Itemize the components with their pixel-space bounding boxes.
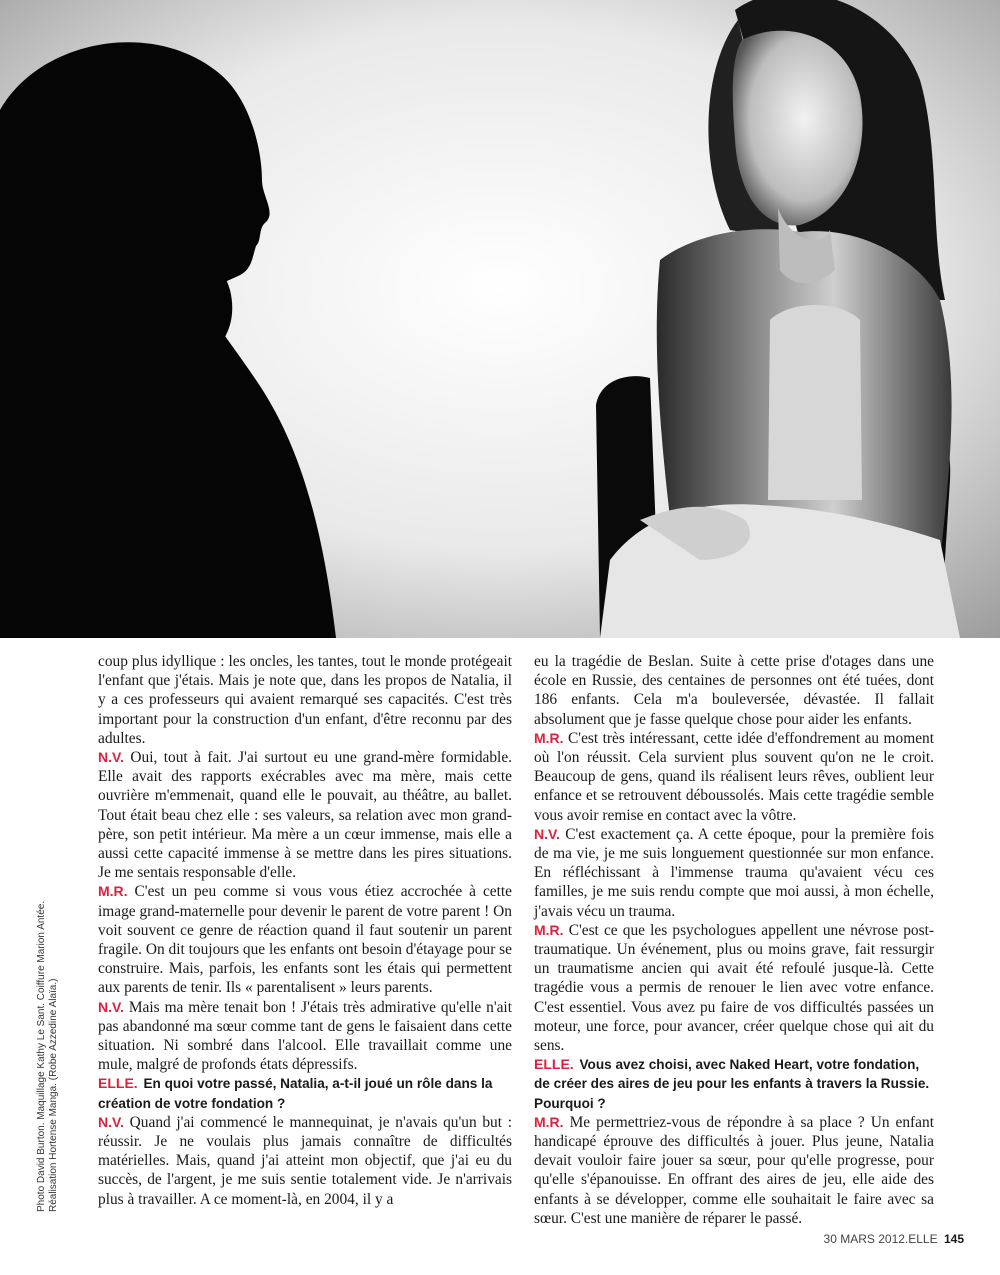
question-text: Vous avez choisi, avec Naked Heart, votre fondation, de créer des aires de jeu pour les enfants à travers la Russie. Pourquoi ? bbox=[534, 1057, 930, 1111]
paragraph-text: C'est un peu comme si vous vous étiez accrochée à cette image grand-maternelle pour devenir le parent de votre parent ! On voit souvent ce genre de réaction quand il faut soutenir un parent fragile. On dit toujours que les enfants ont besoin d'étayage pour se construire. Mais, parfois, les enfants sont les étais qui permettent aux parents de tenir. Ils « parentalisent » leurs parents. bbox=[98, 883, 512, 997]
paragraph bbox=[98, 882, 512, 997]
article-column-right bbox=[534, 652, 934, 1228]
paragraph bbox=[534, 729, 934, 825]
speaker-tag: M.R. bbox=[534, 729, 564, 746]
paragraph bbox=[98, 748, 512, 882]
paragraph-text: Quand j'ai commencé le mannequinat, je n'avais qu'un but : réussir. Je ne voulais plus jamais connaître de difficultés matérielles. Mais, quand j'ai atteint mon objectif, que j'ai eu du succès, de l'argent, je me suis sentie totalement vide. Je n'arrivais plus à travailler. A ce moment-là, en 2004, il y a bbox=[98, 1113, 512, 1208]
credits-line-2: Réalisation Hortense Manga. (Robe Azzedine Alaïa.) bbox=[48, 978, 59, 1212]
speaker-tag: N.V. bbox=[534, 825, 560, 842]
paragraph bbox=[98, 1113, 512, 1209]
paragraph bbox=[534, 652, 934, 729]
paragraph bbox=[534, 825, 934, 921]
paragraph-text: coup plus idyllique : les oncles, les tantes, tout le monde protégeait l'enfant que j'étais. Mais je note que, dans les propos de Natalia, il y a ces professeurs qui avaient remarqué ses capacités. C'est très important pour la construction d'un enfant, d'être reconnu par des adultes. bbox=[98, 653, 512, 747]
paragraph bbox=[98, 652, 512, 748]
paragraph-text: Mais ma mère tenait bon ! J'étais très admirative qu'elle n'ait pas abandonné ma sœur comme tant de gens le faisaient dans cette situation. Ni sombré dans l'alcool. Elle travaillait comme une mule, malgré de profonds états dépressifs. bbox=[98, 998, 512, 1074]
speaker-tag: M.R. bbox=[534, 1113, 564, 1130]
page-number: 145 bbox=[943, 1232, 964, 1246]
speaker-tag: ELLE. bbox=[534, 1056, 574, 1073]
magazine-name: .ELLE bbox=[904, 1232, 938, 1246]
question-text: En quoi votre passé, Natalia, a-t-il joué un rôle dans la création de votre fondation ? bbox=[98, 1076, 493, 1111]
issue-date: 30 MARS 2012 bbox=[823, 1232, 905, 1246]
article-column-left bbox=[98, 652, 512, 1209]
speaker-tag: M.R. bbox=[534, 921, 564, 938]
paragraph-text: Me permettriez-vous de répondre à sa place ? Un enfant handicapé éprouve des difficultés à jouer. Plus jeune, Natalia devait vouloir faire jouer sa sœur, pour qu'elle progresse, pour qu'elle s'épanouisse. En offrant des aires de jeu, elle aide des enfants à se développer, comme elle souhaitait le faire avec sa sœur. C'est une manière de réparer le passé. bbox=[534, 1113, 934, 1227]
page-footer bbox=[824, 1232, 964, 1246]
speaker-tag: M.R. bbox=[98, 883, 128, 900]
speaker-tag: N.V. bbox=[98, 749, 124, 766]
credits-line-1: Photo David Burton. Maquillage Kathy Le Sant. Coiffure Marion Antée. bbox=[36, 900, 47, 1212]
paragraph bbox=[534, 921, 934, 1055]
speaker-tag: ELLE. bbox=[98, 1075, 138, 1092]
paragraph-text: C'est exactement ça. A cette époque, pour la première fois de ma vie, je me suis longuement questionnée sur mon enfance. En réfléchissant à l'immense trauma qu'avaient vécu ces familles, je me suis rendu compte que moi aussi, à mon échelle, j'avais vécu un trauma. bbox=[534, 825, 934, 920]
paragraph bbox=[98, 998, 512, 1075]
paragraph bbox=[534, 1113, 934, 1228]
paragraph-text: eu la tragédie de Beslan. Suite à cette prise d'otages dans une école en Russie, des centaines de personnes ont été tuées, dont 186 enfants. Cela m'a bouleversée, dévastée. Il fallait absolument que je fasse quelque chose pour aider les enfants. bbox=[534, 653, 934, 728]
paragraph-text: Oui, tout à fait. J'ai surtout eu une grand-mère formidable. Elle avait des rapports exécrables avec ma mère, mais cette ouvrière m'emmenait, quand elle le pouvait, au théâtre, au ballet. Tout était beau chez elle : ses valeurs, sa relation avec mon grand-père, son petit intérieur. Ma mère a un cœur immense, mais elle a aussi cette capacité immense à se mettre dans les pires situations. Je me sentais responsable d'elle. bbox=[98, 749, 512, 882]
speaker-tag: N.V. bbox=[98, 998, 124, 1015]
photo-credits bbox=[36, 872, 60, 1212]
paragraph-text: C'est ce que les psychologues appellent une névrose post-traumatique. Un événement, plus ou moins grave, fait ressurgir un traumatisme ancien qui avait été refoulé jusque-là. Cette tragédie vous a permis de renouer le lien avec votre enfance. C'est essentiel. Vous avez pu faire de vos difficultés passées un moteur, une force, pour avancer, créer quelque chose qui ait du sens. bbox=[534, 921, 934, 1055]
interview-question bbox=[98, 1074, 512, 1112]
speaker-tag: N.V. bbox=[98, 1113, 124, 1130]
paragraph-text: C'est très intéressant, cette idée d'effondrement au moment où l'on réussit. Cela survient plus souvent qu'on ne le croit. Beaucoup de gens, quand ils réalisent leurs rêves, oublient leur enfance et se retrouvent déboussolés. Mais cette tragédie semble vous avoir remise en contact avec la vôtre. bbox=[534, 729, 934, 824]
interview-question bbox=[534, 1055, 934, 1113]
